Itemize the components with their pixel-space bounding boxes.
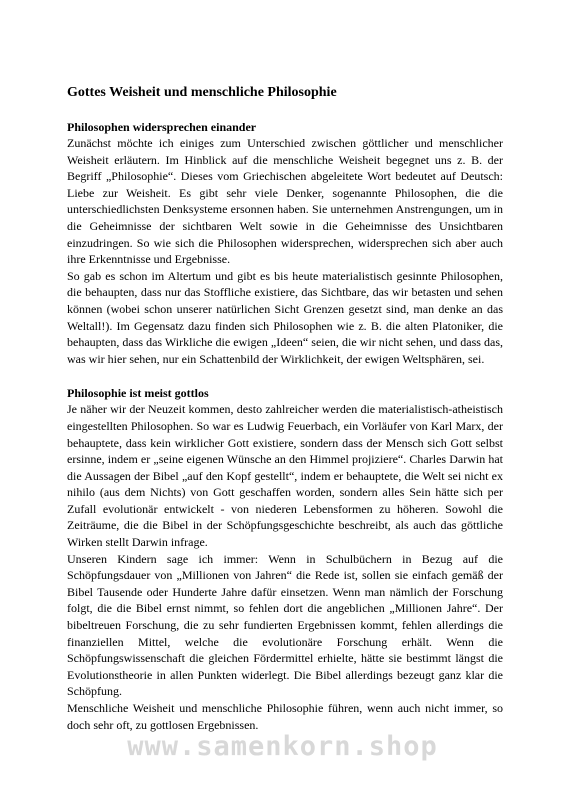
- paragraph: Menschliche Weisheit und menschliche Philosophie führen, wenn auch nicht immer, so doch sehr oft, zu gottlosen Ergebnissen.: [67, 701, 503, 732]
- section-heading: Philosophie ist meist gottlos: [67, 386, 209, 401]
- paragraph: Je näher wir der Neuzeit kommen, desto zahlreicher werden die materialistisch-atheistisch eingestellten Philosophen. So war es Ludwig Feuerbach, ein Vorläufer von Karl Marx, der behauptete, dass kein wirklicher Gott existiere, sondern dass der Mensch sich Gott selbst ersinne, indem er „seine eigenen Wünsche an den Himmel projiziere“. Charles Darwin hat die Aussagen der Bibel „auf den Kopf gestellt“, indem er behauptete, die Welt sei nicht ex nihilo (aus dem Nichts) von Gott geschaffen worden, sondern alles Sein hätte sich per Zufall evolutionär entwickelt - von niederen Lebensformen zu höheren. Sowohl die Zeiträume, die die Bibel in der Schöpfungsgeschichte beschreibt, als auch das göttliche Wirken stellt Darwin infrage.: [67, 402, 503, 550]
- section-philosophen-widersprechen: [67, 119, 503, 367]
- page-title: Gottes Weisheit und menschliche Philosophie: [67, 85, 337, 100]
- section-philosophie-gottlos: [67, 385, 503, 733]
- paragraph: So gab es schon im Altertum und gibt es bis heute materialistisch gesinnte Philosophen, die behaupten, dass nur das Stoffliche existiere, das Sichtbare, das wir betasten und sehen können (wobei schon unserer natürlichen Sicht Grenzen gesetzt sind, man denke an das Weltall!). Im Gegensatz dazu finden sich Philosophen wie z. B. die alten Platoniker, die behaupten, dass das Wirkliche die ewigen „Ideen“ seien, die wir nicht sehen, und dass das, was wir hier sehen, nur ein Schattenbild der Wirklichkeit, der ewigen Weltsphären, sei.: [67, 268, 503, 366]
- watermark: www.samenkorn.shop: [127, 731, 438, 762]
- paragraph: Zunächst möchte ich einiges zum Unterschied zwischen göttlicher und menschlicher Weisheit erläutern. Im Hinblick auf die menschliche Weisheit begegnet uns z. B. der Begriff „Philosophie“. Dieses vom Griechischen abgeleitete Wort bedeutet auf Deutsch: Liebe zur Weisheit. Es gibt sehr viele Denker, sogenannte Philosophen, die die unterschiedlichsten Denksysteme ersonnen haben. Sie unternehmen Anstrengungen, um in die Geheimnisse der sichtbaren Welt sowie in die Geheimnisse des Unsichtbaren einzudringen. So wie sich die Philosophen widersprechen, widersprechen sich aber auch ihre Erkenntnisse und Ergebnisse.: [67, 136, 503, 267]
- section-gap: [67, 367, 503, 385]
- section-heading: Philosophen widersprechen einander: [67, 120, 257, 134]
- paragraph: Unseren Kindern sage ich immer: Wenn in Schulbüchern in Bezug auf die Schöpfungsdauer von „Millionen von Jahren“ die Rede ist, sollen sie einfach gemäß der Bibel Tausende oder Hunderte Jahre dafür einsetzen. Wenn man nämlich der Forschung folgt, die die Bibel ernst nimmt, so fehlen dort die angeblichen „Millionen Jahre“. Der bibeltreuen Forschung, die zu sehr fundierten Ergebnissen kommt, fehlen allerdings die finanziellen Mittel, welche die evolutionäre Forschung erhält. Wenn die Schöpfungswissenschaft die gleichen Fördermittel erhielte, hätte sie bestimmt längst die Evolutionstheorie in allen Punkten widerlegt. Die Bibel allerdings bezeugt ganz klar die Schöpfung.: [67, 551, 503, 699]
